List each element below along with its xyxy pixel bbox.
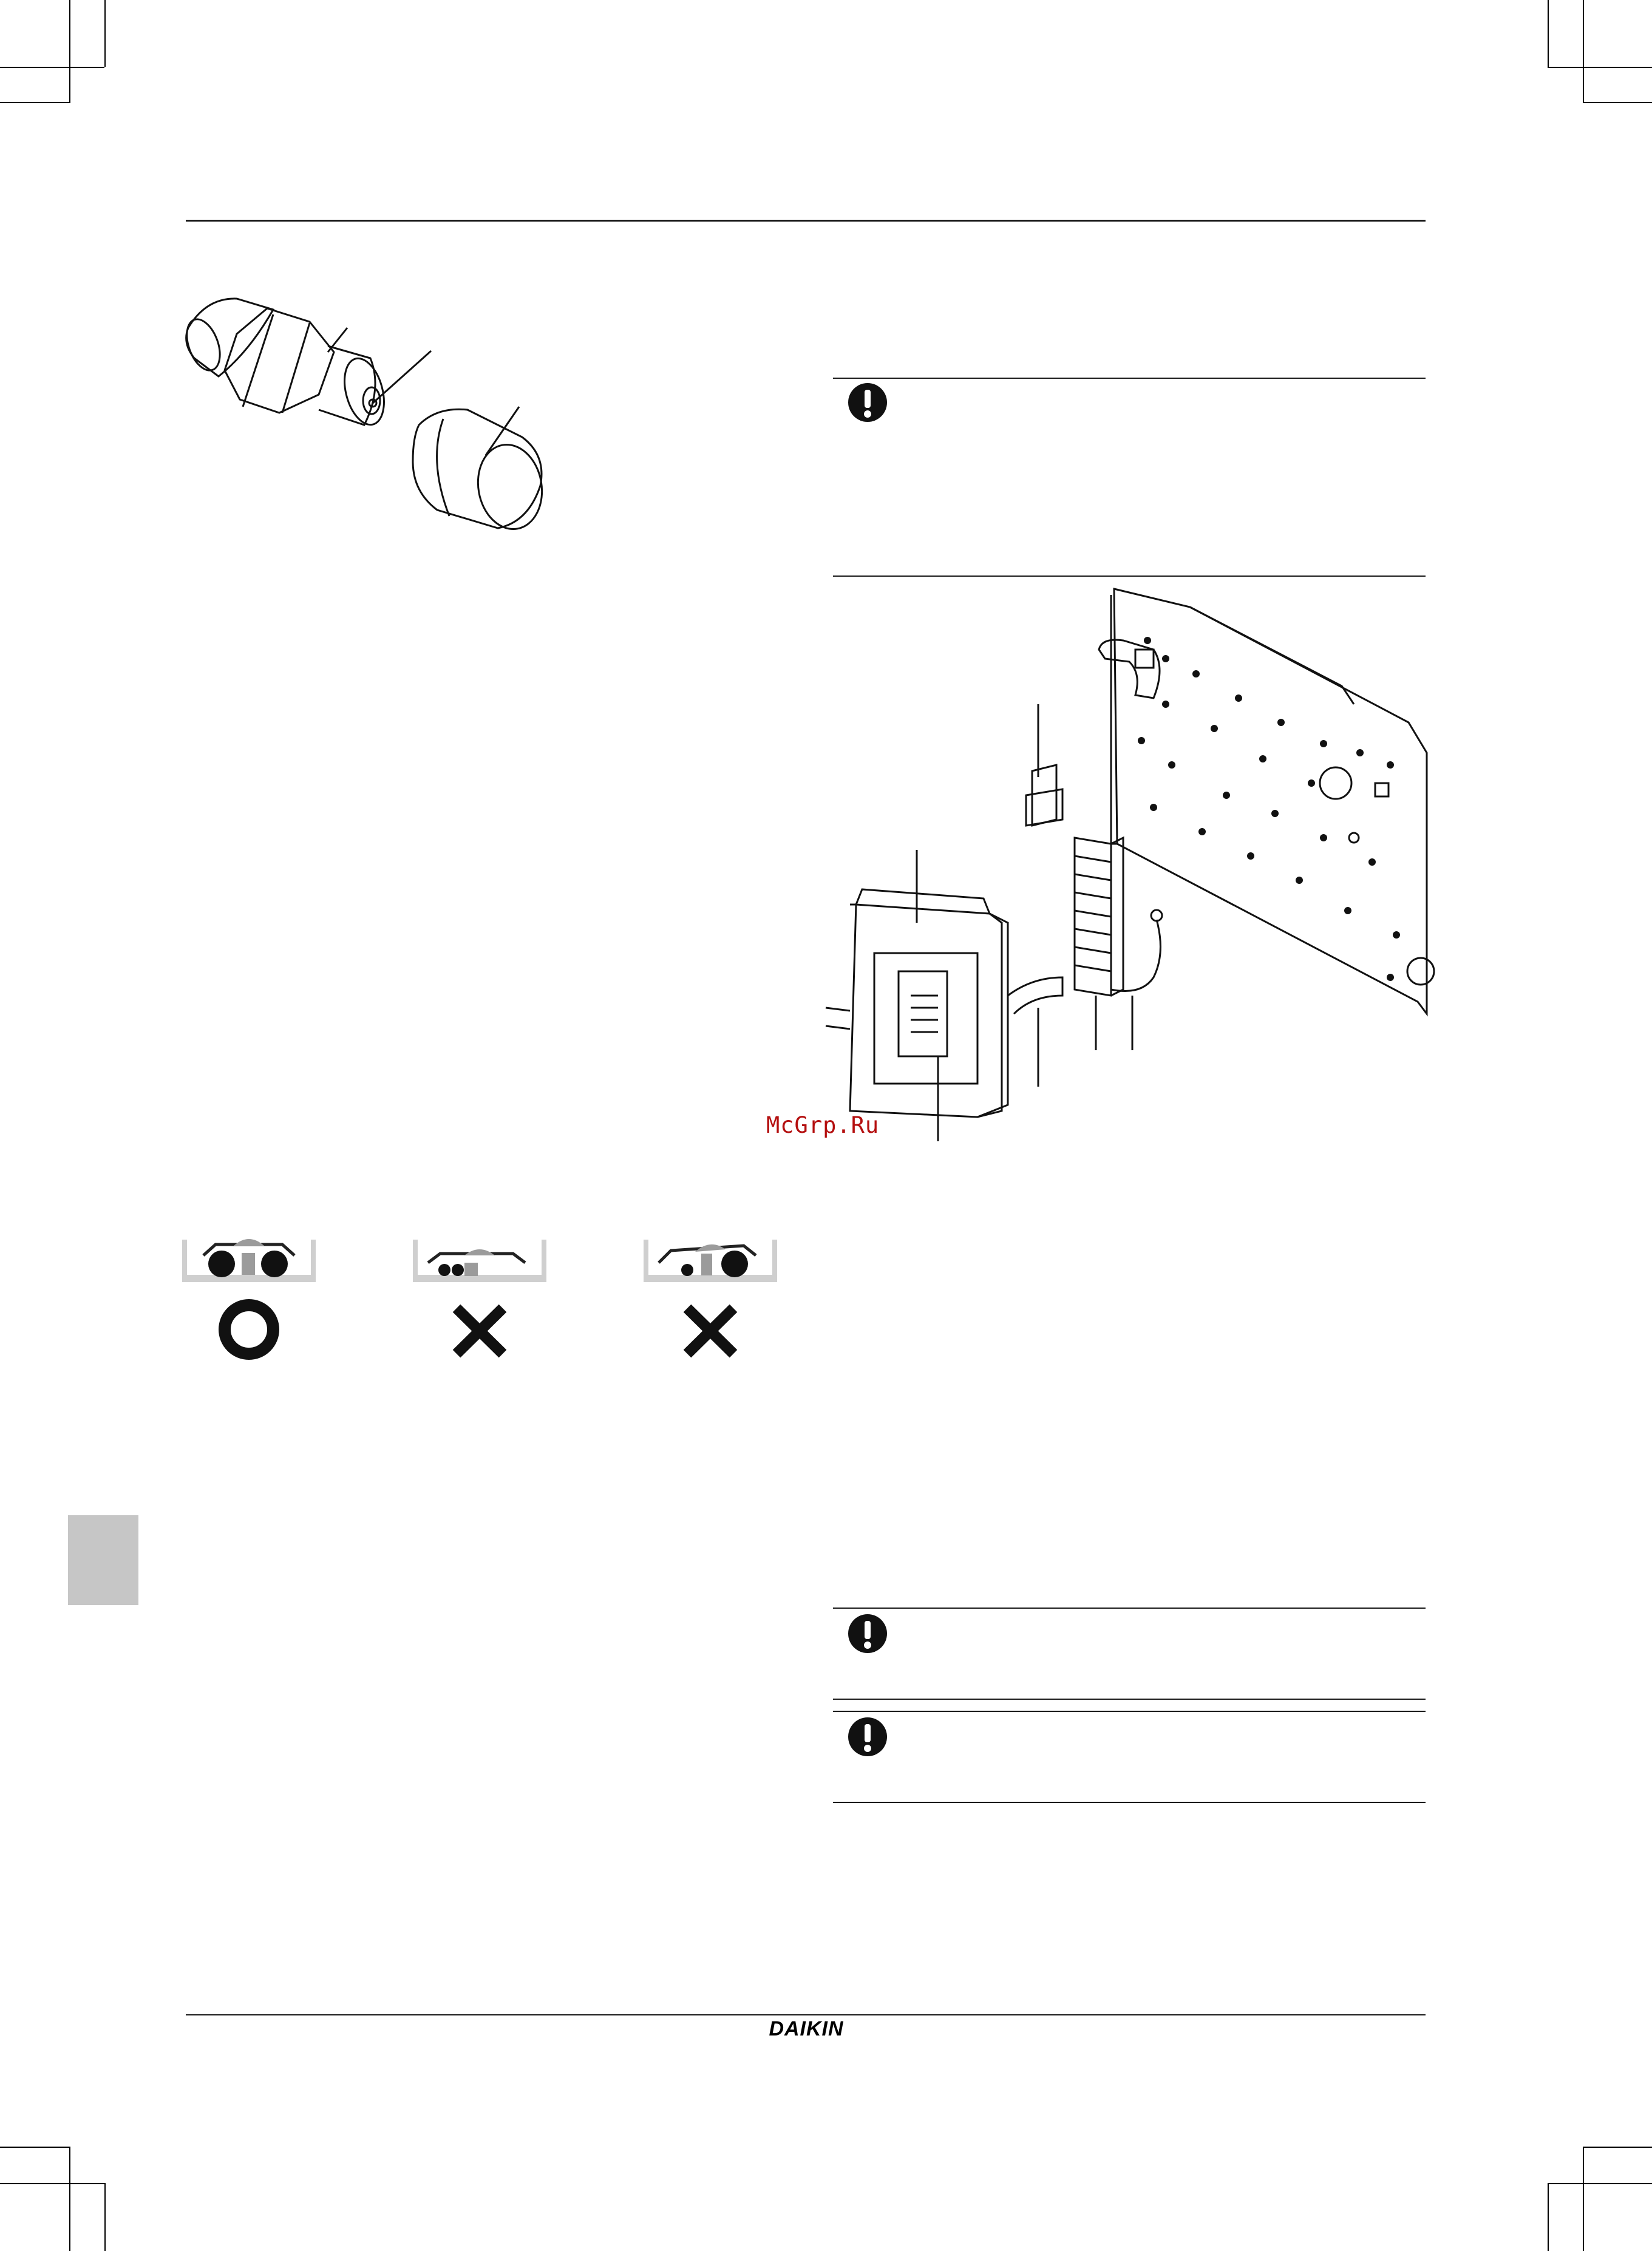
notice-3-top-rule	[833, 1711, 1426, 1712]
circle-ok-icon	[225, 1305, 273, 1354]
exclamation-warning-icon	[848, 1717, 888, 1757]
chapter-tab	[68, 1515, 138, 1605]
footer-rule	[186, 2014, 1426, 2015]
wiring-example-correct	[182, 1232, 316, 1360]
notice-top-rule	[833, 378, 1426, 379]
wiring-example-incorrect-small-wires	[413, 1232, 546, 1360]
header-rule	[186, 220, 1426, 222]
daikin-logo: DAIKIN	[769, 2017, 844, 2040]
exclamation-warning-icon	[848, 382, 888, 423]
wiring-example-incorrect-uneven-wires	[644, 1232, 777, 1360]
notice-bottom-rule	[833, 575, 1426, 577]
cross-icon	[457, 1308, 503, 1354]
cross-icon	[687, 1308, 733, 1354]
exclamation-warning-icon	[848, 1614, 888, 1654]
valve-with-cap-illustration	[182, 285, 595, 540]
notice-2-bottom-rule	[833, 1699, 1426, 1700]
watermark-text: McGrp.Ru	[766, 1112, 880, 1138]
notice-2-top-rule	[833, 1608, 1426, 1609]
switch-box-installation-illustration	[826, 583, 1433, 1147]
notice-3-bottom-rule	[833, 1802, 1426, 1803]
